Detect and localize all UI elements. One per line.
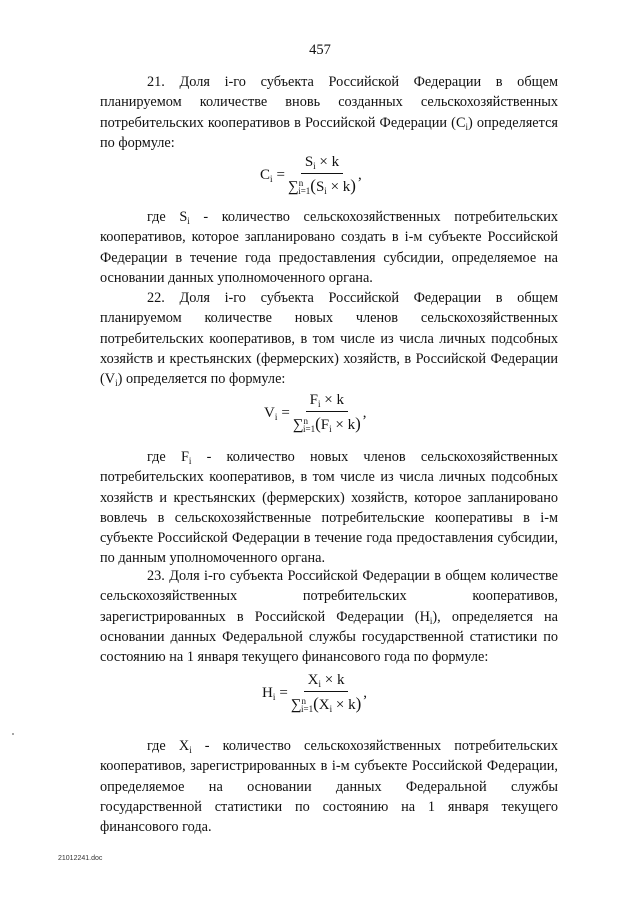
formula-fraction: $\frac{S_i \times k}{\sum^n_{i=1}(S_i \times k)}$	[288, 154, 356, 196]
paragraph-23-text: 23. Доля i-го субъекта Российской Федерации в общем количестве сельскохозяйственных потребительских кооперативов, зарегистрированных в Российской Федерации (	[100, 568, 558, 625]
paragraph-21	[100, 72, 558, 153]
symbol-h-i: $H_i$	[419, 608, 433, 626]
paragraph-22-text: 22. Доля i-го субъекта Российской Федерации в общем планируемом количестве новых членов сельскохозяйственных потребительских кооперативов, в том числе из числа личных подсобных хозяйств и крестьянских (фермерских) хозяйств, в Российской Федерации (	[100, 290, 558, 388]
paragraph-21-text-end: ) определяется по формуле:	[100, 114, 558, 151]
definition-f-i: где $F_i$ - количество новых членов сельскохозяйственных потребительских кооперативов, в том числе из числа личных подсобных хозяйств и крестьянских (фермерских) хозяйств, которое запланировано вовлечь в сельскохозяйственные потребительские кооперативы в i-м субъекте Российской Федерации в течение года предоставления субсидии, по данным уполномоченного органа.	[100, 449, 558, 567]
margin-mark	[12, 733, 14, 735]
paragraph-21-text: 21. Доля i-го субъекта Российской Федерации в общем планируемом количестве вновь созданных сельскохозяйственных потребительских кооперативов в Российской Федерации (	[100, 74, 558, 131]
paragraph-23	[100, 566, 558, 667]
paragraph-23-text-end: ), определяется на основании данных Федеральной службы государственной статистики по состоянию на 1 января текущего финансового года по формуле:	[100, 608, 559, 666]
formula-v-i: $V_i$ = $\frac{F_i \times k}{\sum^n_{i=1}(F_i \times k)}$ ,	[264, 392, 367, 434]
formula-fraction: $\frac{F_i \times k}{\sum^n_{i=1}(F_i \times k)}$	[292, 392, 361, 434]
paragraph-22-text-end: ) определяется по формуле:	[117, 371, 286, 388]
formula-fraction: $\frac{X_i \times k}{\sum^n_{i=1}(X_i \times k)}$	[290, 672, 362, 714]
symbol-c-i: $C_i$	[455, 114, 468, 132]
paragraph-22	[100, 288, 558, 389]
footer-filename: 21012241.doc	[58, 855, 103, 862]
definition-s-i: где $S_i$ - количество сельскохозяйственных потребительских кооперативов, которое запланировано создать в i-м субъекте Российской Федерации в течение года предоставления субсидии, определяемое на основании данных уполномоченного органа.	[100, 209, 559, 286]
symbol-v-i: $V_i$	[104, 371, 118, 389]
formula-h-i: $H_i$ = $\frac{X_i \times k}{\sum^n_{i=1}(X_i \times k)}$ ,	[262, 672, 368, 714]
formula-c-i: $C_i$ = $\frac{S_i \times k}{\sum^n_{i=1}(S_i \times k)}$ ,	[260, 154, 362, 196]
page-number: 457	[309, 42, 331, 58]
definition-x-i: где $X_i$ - количество сельскохозяйственных потребительских кооперативов, зарегистрированных в i-м субъекте Российской Федерации, определяемое на основании данных Федеральной службы государственной статистики по состоянию на 1 января текущего финансового года.	[100, 738, 558, 836]
